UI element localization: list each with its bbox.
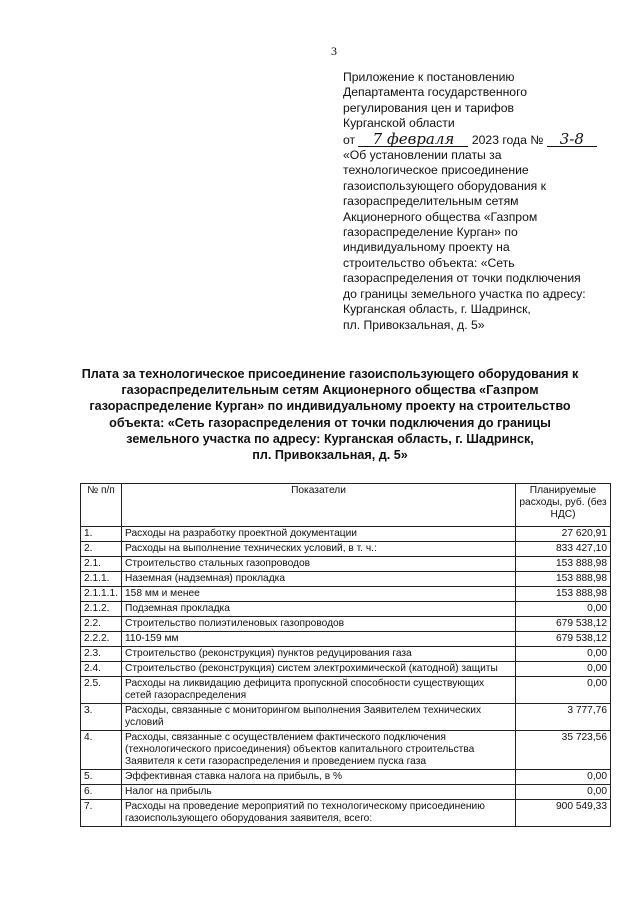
appendix-block — [343, 70, 633, 333]
handwritten-number: 3-8 — [547, 132, 597, 147]
subject-line: Акционерного общества «Газпром — [343, 209, 538, 224]
row-num: 1. — [81, 527, 122, 542]
row-value: 900 549,33 — [516, 800, 611, 827]
row-value: 0,00 — [516, 677, 611, 704]
title-line: Плата за технологическое присоединение газоиспользующего оборудования к — [81, 367, 579, 381]
row-indicator: 158 мм и менее — [122, 587, 516, 602]
row-num: 7. — [81, 800, 122, 827]
row-num: 2.1.2. — [81, 602, 122, 617]
row-indicator: Строительство (реконструкция) систем электрохимической (катодной) защиты — [122, 662, 516, 677]
table-row — [81, 587, 611, 602]
table-header-row — [81, 484, 611, 527]
handwritten-date: 7 февраля — [358, 132, 468, 147]
document-title — [70, 366, 590, 463]
table-row — [81, 542, 611, 557]
row-num: 2.1. — [81, 557, 122, 572]
table-row — [81, 557, 611, 572]
table-row — [81, 800, 611, 827]
row-value: 0,00 — [516, 602, 611, 617]
table-row — [81, 527, 611, 542]
row-num: 2.1.1. — [81, 572, 122, 587]
table-row — [81, 647, 611, 662]
appendix-line: Курганской области — [343, 116, 455, 131]
row-num: 4. — [81, 731, 122, 770]
header-num: № п/п — [81, 484, 122, 527]
row-num: 2.3. — [81, 647, 122, 662]
row-value: 0,00 — [516, 662, 611, 677]
subject-line: строительство объекта: «Сеть — [343, 255, 515, 270]
row-indicator: 110-159 мм — [122, 632, 516, 647]
row-indicator: Расходы на разработку проектной документации — [122, 527, 516, 542]
table-row — [81, 617, 611, 632]
subject-line: газораспределение Курган» по — [343, 225, 518, 240]
row-value: 153 888,98 — [516, 587, 611, 602]
row-value: 0,00 — [516, 647, 611, 662]
row-num: 2.4. — [81, 662, 122, 677]
row-num: 2.5. — [81, 677, 122, 704]
cost-table — [80, 483, 611, 827]
row-value: 679 538,12 — [516, 617, 611, 632]
row-value: 35 723,56 — [516, 731, 611, 770]
title-line: земельного участка по адресу: Курганская область, г. Шадринск, — [126, 431, 534, 446]
row-value: 3 777,76 — [516, 704, 611, 731]
row-indicator: Эффективная ставка налога на прибыль, в % — [122, 770, 516, 785]
row-indicator: Расходы на проведение мероприятий по технологическому присоединению газоиспользующего оборудования заявителя, всего: — [122, 800, 516, 827]
table-row — [81, 572, 611, 587]
row-indicator: Расходы, связанные с мониторингом выполнения Заявителем технических условий — [122, 704, 516, 731]
page-number: 3 — [331, 44, 337, 58]
subject-line: Курганская область, г. Шадринск, — [343, 302, 531, 317]
row-indicator: Строительство стальных газопроводов — [122, 557, 516, 572]
row-indicator: Расходы на выполнение технических условий, в т. ч.: — [122, 542, 516, 557]
subject-line: «Об установлении платы за — [343, 148, 502, 163]
row-num: 2.2.2. — [81, 632, 122, 647]
appendix-line: регулирования цен и тарифов — [343, 100, 514, 115]
header-indicator: Показатели — [122, 484, 516, 527]
row-num: 3. — [81, 704, 122, 731]
appendix-line: Приложение к постановлению — [343, 70, 515, 84]
row-indicator: Расходы, связанные с осуществлением фактического подключения (технологического присоединения) объектов капитального строительства Заявителя к сети газораспределения и проведением пуска газа — [122, 731, 516, 770]
date-prefix: от — [343, 132, 356, 147]
row-value: 27 620,91 — [516, 527, 611, 542]
row-num: 2.1.1.1. — [81, 587, 122, 602]
table-row — [81, 602, 611, 617]
title-line: пл. Привокзальная, д. 5» — [252, 448, 408, 463]
subject-line: до границы земельного участка по адресу: — [343, 286, 586, 301]
table-row — [81, 770, 611, 785]
row-value: 153 888,98 — [516, 572, 611, 587]
row-indicator: Налог на прибыль — [122, 785, 516, 800]
row-indicator: Строительство полиэтиленовых газопроводов — [122, 617, 516, 632]
subject-line: газораспределительным сетям — [343, 194, 519, 209]
subject-line: пл. Привокзальная, д. 5» — [343, 317, 485, 332]
table-row — [81, 632, 611, 647]
title-line: объекта: «Сеть газораспределения от точки подключения до границы — [109, 415, 551, 430]
row-indicator: Подземная прокладка — [122, 602, 516, 617]
subject-line: газораспределения от точки подключения — [343, 271, 581, 286]
row-indicator: Строительство (реконструкция) пунктов редуцирования газа — [122, 647, 516, 662]
row-num: 5. — [81, 770, 122, 785]
row-value: 0,00 — [516, 770, 611, 785]
row-num: 2. — [81, 542, 122, 557]
table-row — [81, 662, 611, 677]
subject-line: технологическое присоединение — [343, 163, 529, 178]
table-row — [81, 677, 611, 704]
appendix-date-line — [343, 129, 633, 148]
subject-line: газоиспользующего оборудования к — [343, 178, 546, 193]
title-line: газораспределение Курган» по индивидуальному проекту на строительство — [89, 399, 571, 414]
row-value: 679 538,12 — [516, 632, 611, 647]
table-row — [81, 731, 611, 770]
row-value: 833 427,10 — [516, 542, 611, 557]
row-indicator: Расходы на ликвидацию дефицита пропускной способности существующих сетей газораспределения — [122, 677, 516, 704]
row-indicator: Наземная (надземная) прокладка — [122, 572, 516, 587]
year-text: 2023 года № — [471, 132, 544, 147]
table-row — [81, 704, 611, 731]
row-num: 6. — [81, 785, 122, 800]
row-value: 0,00 — [516, 785, 611, 800]
row-num: 2.2. — [81, 617, 122, 632]
row-value: 153 888,98 — [516, 557, 611, 572]
subject-line: индивидуальному проекту на — [343, 240, 510, 255]
table-row — [81, 785, 611, 800]
appendix-line: Департамента государственного — [343, 85, 528, 100]
header-cost: Планируемые расходы, руб. (без НДС) — [516, 484, 611, 527]
title-line: газораспределительным сетям Акционерного общества «Газпром — [121, 383, 539, 398]
